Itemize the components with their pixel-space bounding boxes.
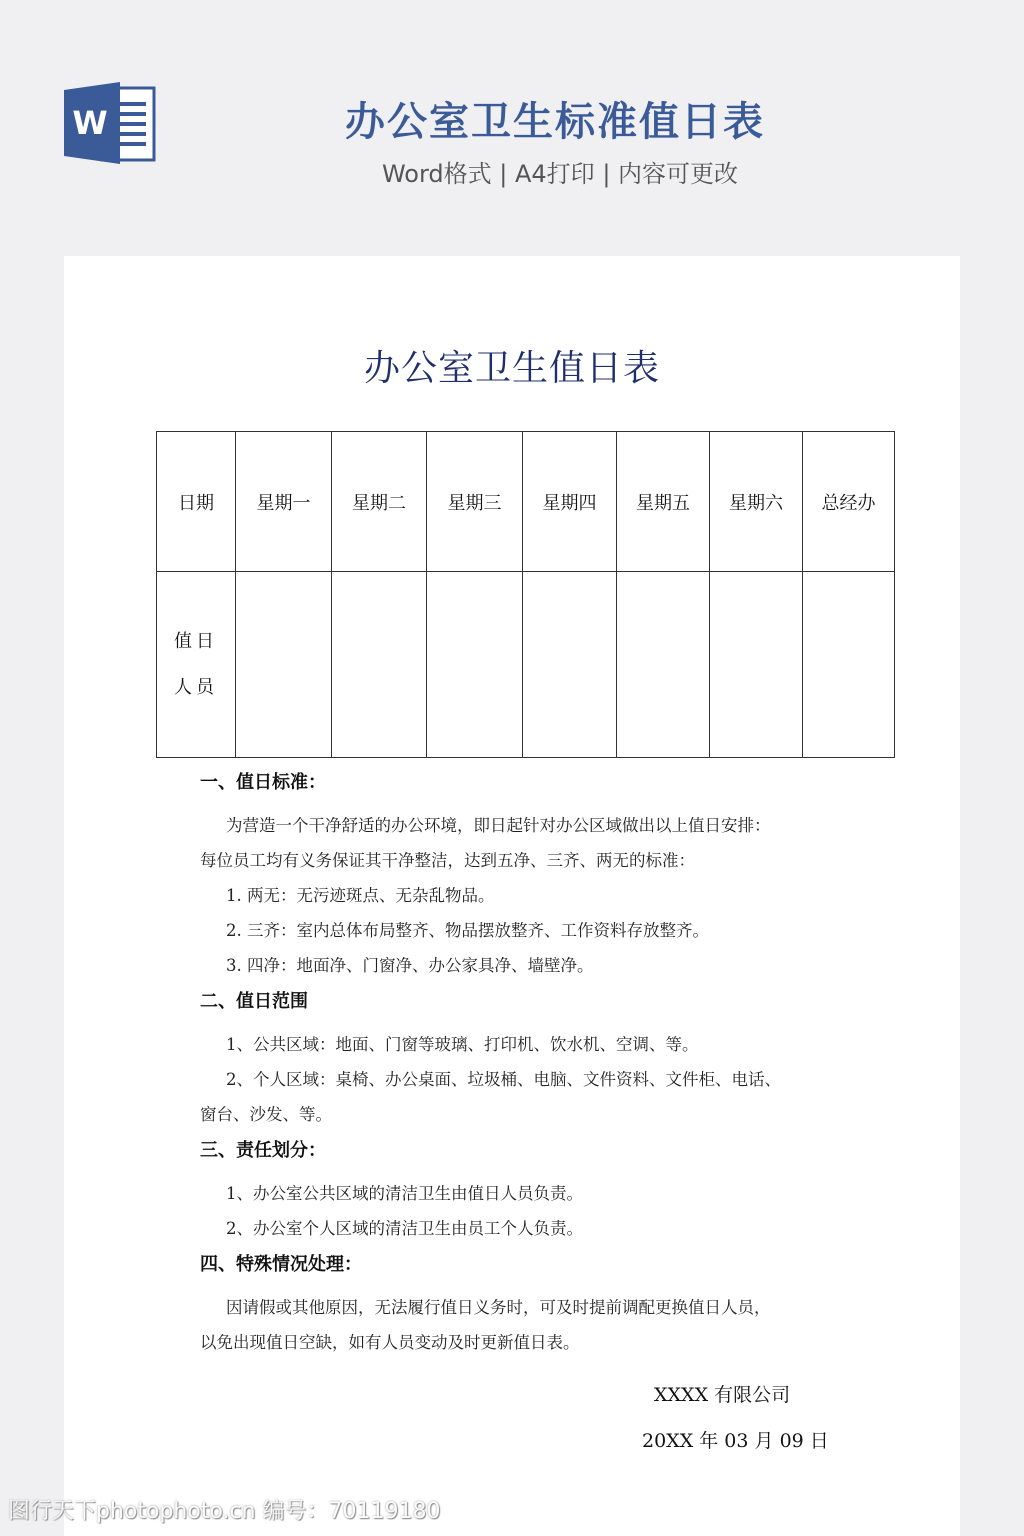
company-name: XXXX 有限公司 — [654, 1384, 791, 1406]
section-heading-responsibility: 三、责任划分： — [200, 1140, 326, 1161]
word-logo-letter: W — [72, 104, 108, 142]
list-item: 2、个人区域：桌椅、办公桌面、垃圾桶、电脑、文件资料、文件柜、电话、 — [226, 1070, 781, 1089]
document-title: 办公室卫生值日表 — [363, 348, 660, 389]
duty-cell[interactable] — [523, 572, 617, 758]
duty-cell[interactable] — [617, 572, 710, 758]
paragraph: 每位员工均有义务保证其干净整洁，达到五净、三齐、两无的标准： — [200, 851, 695, 870]
header-saturday: 星期六 — [710, 432, 803, 572]
list-item: 1. 两无：无污迹斑点、无杂乱物品。 — [226, 886, 495, 905]
table-header-row — [157, 432, 895, 572]
page-header — [0, 0, 1024, 250]
table-row — [157, 572, 895, 758]
duty-cell[interactable] — [710, 572, 803, 758]
section-heading-special: 四、特殊情况处理： — [200, 1254, 362, 1275]
header-general-office: 总经办 — [803, 432, 895, 572]
list-item: 3. 四净：地面净、门窗净、办公家具净、墙壁净。 — [226, 956, 594, 975]
section-heading-scope: 二、值日范围 — [200, 991, 308, 1012]
word-document-icon — [64, 82, 156, 164]
header-tuesday: 星期二 — [332, 432, 427, 572]
paragraph: 因请假或其他原因，无法履行值日义务时，可及时提前调配更换值日人员， — [226, 1298, 771, 1317]
duty-cell[interactable] — [332, 572, 427, 758]
header-monday: 星期一 — [236, 432, 332, 572]
page-title: 办公室卫生标准值日表 — [345, 99, 765, 145]
document-body — [200, 768, 840, 1360]
paragraph: 以免出现值日空缺，如有人员变动及时更新值日表。 — [200, 1333, 580, 1352]
duty-cell[interactable] — [236, 572, 332, 758]
document-date: 20XX 年 03 月 09 日 — [642, 1430, 829, 1452]
header-friday: 星期五 — [617, 432, 710, 572]
header-thursday: 星期四 — [523, 432, 617, 572]
list-item: 1、办公室公共区域的清洁卫生由值日人员负责。 — [226, 1184, 583, 1203]
paragraph: 为营造一个干净舒适的办公环境，即日起针对办公区域做出以上值日安排： — [226, 816, 771, 835]
row-label-line2: 人员 — [174, 676, 218, 698]
header-date: 日期 — [157, 432, 236, 572]
list-item: 2. 三齐：室内总体布局整齐、物品摆放整齐、工作资料存放整齐。 — [226, 921, 709, 940]
list-item: 2、办公室个人区域的清洁卫生由员工个人负责。 — [226, 1219, 583, 1238]
header-wednesday: 星期三 — [427, 432, 523, 572]
row-label-line1: 值日 — [174, 630, 218, 652]
section-heading-standard: 一、值日标准： — [200, 772, 326, 793]
duty-cell[interactable] — [803, 572, 895, 758]
document-page — [64, 256, 960, 1536]
list-item-continued: 窗台、沙发、等。 — [200, 1105, 332, 1124]
page-subtitle: Word格式 | A4打印 | 内容可更改 — [381, 160, 739, 188]
row-label — [157, 572, 236, 758]
watermark: 图行天下photophoto.cn 编号：70119180 — [8, 1499, 441, 1524]
duty-cell[interactable] — [427, 572, 523, 758]
list-item: 1、公共区域：地面、门窗等玻璃、打印机、饮水机、空调、等。 — [226, 1035, 699, 1054]
duty-table — [156, 431, 895, 758]
